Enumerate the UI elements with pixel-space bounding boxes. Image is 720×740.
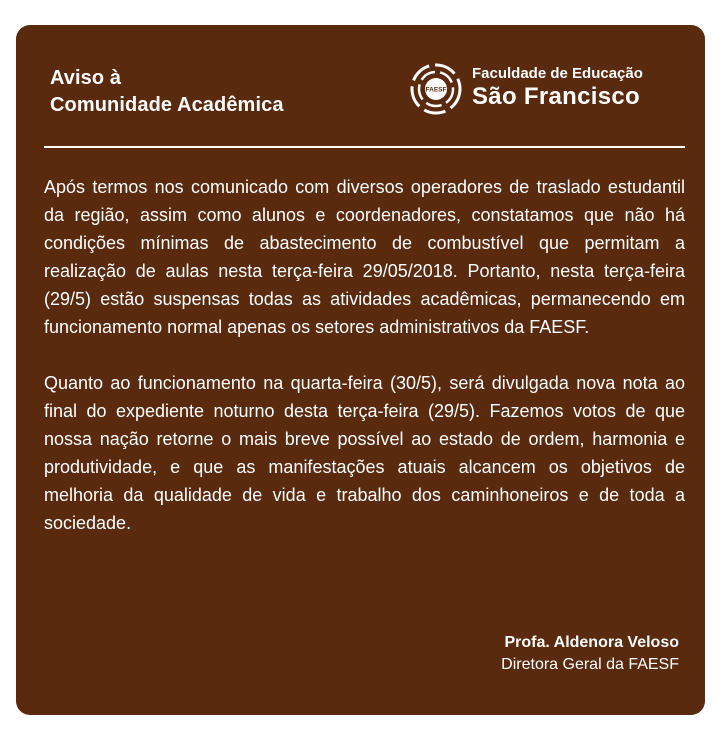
logo-line-1: Faculdade de Educação: [472, 65, 643, 82]
title-line-2: Comunidade Acadêmica: [50, 94, 284, 116]
notice-card: [16, 25, 705, 715]
logo-badge-text: FAESF: [425, 86, 447, 94]
notice-body: [44, 173, 685, 537]
faesf-emblem-icon: [408, 61, 464, 117]
body-paragraph-1: Após termos nos comunicado com diversos operadores de traslado estudantil da região, assim como alunos e coordenadores, constatamos que não há condições mínimas de abastecimento de combustível que permitam a realização de aulas nesta terça-feira 29/05/2018. Portanto, nesta terça-feira (29/5) estão suspensas todas as atividades acadêmicas, permanecendo em funcionamento normal apenas os setores administrativos da FAESF.: [44, 177, 685, 337]
header-divider: [44, 146, 685, 148]
body-paragraph-2: Quanto ao funcionamento na quarta-feira (30/5), será divulgada nova nota ao final do expediente noturno desta terça-feira (29/5). Fazemos votos de que nossa nação retorne o mais breve possível ao estado de ordem, harmonia e produtividade, e que as manifestações atuais alcancem os objetivos de melhoria da qualidade de vida e trabalho dos caminhoneiros e de toda a sociedade.: [44, 373, 685, 533]
signature: [501, 632, 679, 676]
logo-text: [472, 65, 643, 111]
page-title: [50, 65, 284, 119]
institution-logo: [408, 61, 678, 121]
logo-line-2: São Francisco: [472, 83, 640, 110]
signature-role: Diretora Geral da FAESF: [501, 656, 679, 673]
title-line-1: Aviso à: [50, 67, 122, 89]
signature-name: Profa. Aldenora Veloso: [504, 634, 679, 651]
